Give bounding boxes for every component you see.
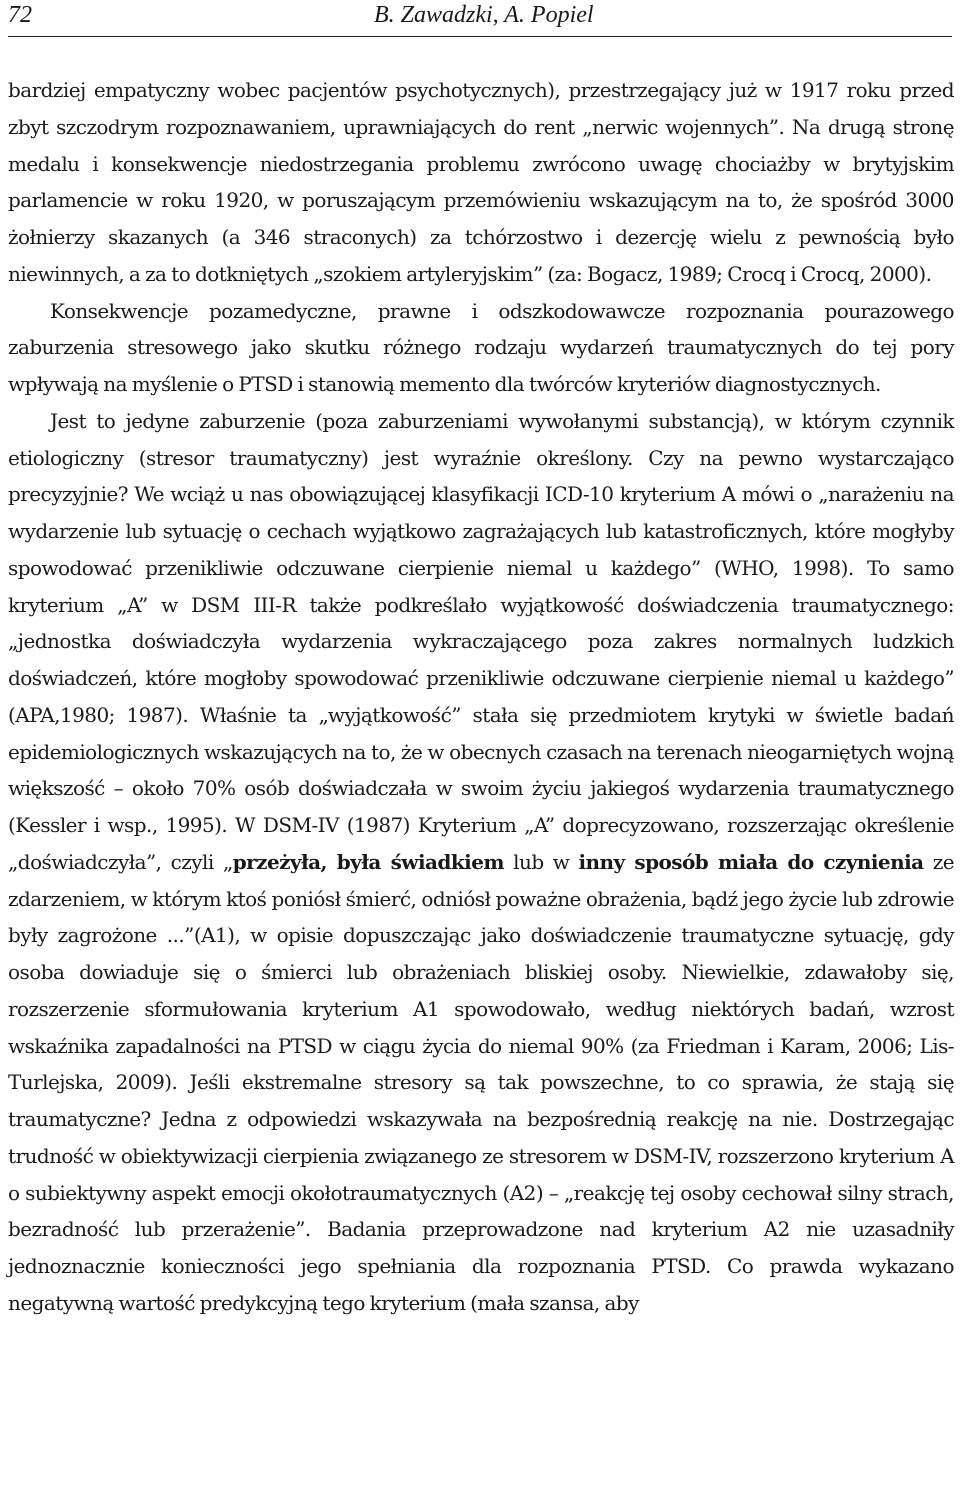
paragraph-3-text-a: Jest to jedyne zaburzenie (poza zaburzeniami wywołanymi substancją), w którym czynnik etiologiczny (stresor traumatyczny) jest wyraźnie określony. Czy na pewno wystarczająco precyzyjnie? We wciąż u nas obowiązującej klasyfikacji ICD-10 kryterium A mówi o „narażeniu na wydarzenie lub sytuację o cechach wyjątkowo zagrażających lub katastroficznych, które mogłyby spowodować przenikliwie odczuwane cierpienie niemal u każdego” (WHO, 1998). To samo kryterium „A” w DSM III-R także podkreślało wyjątkowość doświadczenia traumatycznego: „jednostka doświadczyła wydarzenia wykraczającego poza zakres normalnych ludzkich doświadczeń, które mogłoby spowodować przenikliwie odczuwane cierpienie niemal u każdego” (APA,1980; 1987). Właśnie ta „wyjątkowość” stała się przedmiotem krytyki w świetle badań epidemiologicznych wskazujących na to, że w obecnych czasach na terenach nieogarniętych wojną większość – około 70% osób doświadczała w swoim życiu jakiegoś wydarzenia traumatycznego (Kessler i wsp., 1995). W DSM-IV (1987) Kryterium „A” doprecyzowano, rozszerzając określenie „doświadczyła”, czyli „ [8, 408, 954, 874]
paragraph-3-bold-b: inny sposób miała do czynienia [578, 849, 924, 874]
paragraph-1-text: bardziej empatyczny wobec pacjentów psychotycznych), przestrzegający już w 1917 roku przed zbyt szczodrym rozpoznawaniem, uprawniających do rent „nerwic wojennych”. Na drugą stronę medalu i konsekwencje niedostrzegania problemu zwrócono uwagę chociażby w brytyjskim parlamencie w roku 1920, w poruszającym przemówieniu wskazującym na to, że spośród 3000 żołnierzy skazanych (a 346 straconych) za tchórzostwo i dezercję wielu z pewnością było niewinnych, a za to dotkniętych „szokiem artyleryjskim” (za: Bogacz, 1989; Crocq i Crocq, 2000). [8, 78, 954, 286]
running-header [8, 0, 952, 37]
page-number: 72 [8, 2, 32, 28]
paragraph-2-text: Konsekwencje pozamedyczne, prawne i odszkodowawcze rozpoznania pourazowego zaburzenia stresowego jako skutku różnego rodzaju wydarzeń traumatycznych do tej pory wpływają na myślenie o PTSD i stanowią memento dla twórców kryteriów diagnostycznych. [8, 298, 954, 396]
paragraph-3-text-c: ze zdarzeniem, w którym ktoś poniósł śmierć, odniósł poważne obrażenia, bądź jego życie lub zdrowie były zagrożone ...”(A1), w opisie dopuszczając jako doświadczenie traumatyczne sytuację, gdy osoba dowiaduje się o śmierci lub obrażeniach bliskiej osoby. Niewielkie, zdawałoby się, rozszerzenie sformułowania kryterium A1 spowodowało, według niektórych badań, wzrost wskaźnika zapadalności na PTSD w ciągu życia do niemal 90% (za Friedman i Karam, 2006; Lis-Turlejska, 2009). Jeśli ekstremalne stresory są tak powszechne, to co sprawia, że stają się traumatyczne? Jedna z odpowiedzi wskazywała na bezpośrednią reakcję na nie. Dostrzegając trudność w obiektywizacji cierpienia związanego ze stresorem w DSM-IV, rozszerzono kryterium A o subiektywny aspekt emocji okołotraumatycznych (A2) – „reakcję tej osoby cechował silny strach, bezradność lub przerażenie”. Badania przeprowadzone nad kryterium A2 nie uzasadniły jednoznacznie konieczności jego spełniania dla rozpoznania PTSD. Co prawda wykazano negatywną wartość predykcyjną tego kryterium (mała szansa, aby [8, 849, 955, 1315]
paragraph-2 [8, 293, 954, 403]
paragraph-3 [8, 403, 954, 1322]
body-text [8, 72, 954, 1322]
paragraph-3-text-b: lub w [503, 849, 579, 874]
paragraph-1 [8, 72, 954, 293]
running-head-authors: B. Zawadzki, A. Popiel [374, 2, 594, 28]
paragraph-3-bold-a: przeżyła, była świadkiem [232, 849, 504, 874]
